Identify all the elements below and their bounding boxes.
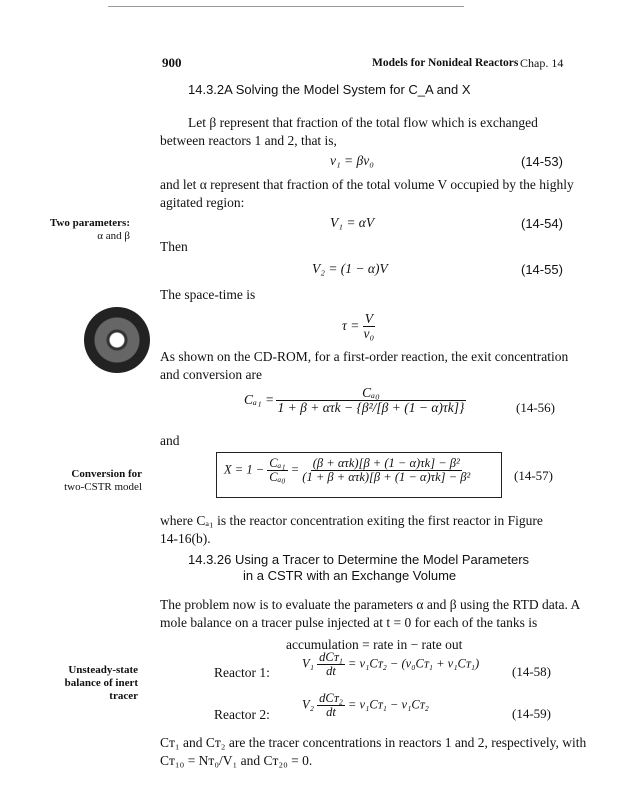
equation-number: (14-53) <box>521 154 563 169</box>
balance-statement: accumulation = rate in − rate out <box>286 637 463 652</box>
cd-rom-icon <box>84 307 150 373</box>
section-heading-cont: in a CSTR with an Exchange Volume <box>243 568 457 583</box>
fraction-denominator: 1 + β + ατk − {β²/[β + (1 − α)τk]} <box>277 400 465 416</box>
equation <box>224 457 470 484</box>
fraction-denominator: dt <box>326 664 336 679</box>
margin-note-line: Conversion for <box>71 468 142 480</box>
equation-lhs: V₂ <box>302 697 314 712</box>
equation-rhs: = v₁Cᴛ₂ − (v₀Cᴛ₁ + v₁Cᴛ₁) <box>347 656 480 671</box>
paragraph-line: Cᴛ₁₀ = Nᴛ₀/V₁ and Cᴛ₂₀ = 0. <box>160 753 313 768</box>
margin-note-line: α and β <box>97 230 130 242</box>
paragraph-line: Then <box>160 239 188 254</box>
fraction-numerator: V <box>364 311 373 326</box>
equation <box>342 312 375 341</box>
fraction-numerator: dCᴛ₁ <box>319 650 343 664</box>
equation-number: (14-55) <box>521 262 563 277</box>
section-heading: 14.3.2A Solving the Model System for C_A and X <box>188 82 471 97</box>
paragraph-line: 14-16(b). <box>160 531 211 546</box>
margin-note-line: Unsteady-state <box>68 664 138 676</box>
fraction-denominator: Cₐ₀ <box>269 470 286 485</box>
fraction-denominator: dt <box>326 705 336 720</box>
equation <box>302 692 429 719</box>
equation-rhs: = v₁Cᴛ₁ − v₁Cᴛ₂ <box>347 697 429 712</box>
fraction <box>302 457 470 484</box>
margin-note <box>20 468 142 494</box>
paragraph-line: mole balance on a tracer pulse injected at t = 0 for each of the tanks is <box>160 615 538 630</box>
paragraph-line: and conversion are <box>160 367 262 382</box>
fraction-numerator: Cₐ₁ <box>269 456 286 470</box>
equation-lhs: Cₐ₁ = <box>244 391 275 407</box>
equation-lhs: X = 1 − <box>224 462 265 477</box>
equation <box>244 386 464 415</box>
page-number: 900 <box>162 55 182 70</box>
running-title: Models for Nonideal Reactors <box>372 57 519 69</box>
equation: V₂ = (1 − α)V <box>312 261 388 276</box>
equation-number: (14-59) <box>512 706 551 721</box>
fraction <box>363 312 375 341</box>
equation-label: Reactor 2: <box>214 707 270 722</box>
equation-label: Reactor 1: <box>214 665 270 680</box>
equation-lhs: τ = <box>342 317 360 333</box>
equation-number: (14-54) <box>521 216 563 231</box>
equation-number: (14-56) <box>516 400 555 415</box>
equals-sign: = <box>290 462 300 477</box>
fraction <box>317 651 345 678</box>
fraction-numerator: dCᴛ₂ <box>319 691 343 705</box>
paragraph-line: As shown on the CD-ROM, for a first-order reaction, the exit concentration <box>160 349 569 364</box>
equation: V₁ = αV <box>330 215 375 230</box>
paragraph-line: The problem now is to evaluate the parameters α and β using the RTD data. A <box>160 597 581 612</box>
fraction <box>278 386 465 415</box>
paragraph-line: agitated region: <box>160 195 245 210</box>
equation-number: (14-58) <box>512 664 551 679</box>
paragraph-line: Cᴛ₁ and Cᴛ₂ are the tracer concentrations in reactors 1 and 2, respectively, with <box>160 735 587 750</box>
fraction <box>317 692 345 719</box>
fraction-numerator: (β + ατk)[β + (1 − α)τk] − β² <box>312 456 460 470</box>
paragraph-line: Let β represent that fraction of the total flow which is exchanged <box>188 115 538 130</box>
paragraph-line: The space-time is <box>160 287 256 302</box>
paragraph-line: where Cₐ₁ is the reactor concentration exiting the first reactor in Figure <box>160 513 543 528</box>
section-heading: 14.3.26 Using a Tracer to Determine the Model Parameters <box>188 552 530 567</box>
equation-lhs: V₁ <box>302 656 314 671</box>
margin-note <box>20 217 130 243</box>
fraction-denominator: (1 + β + ατk)[β + (1 − α)τk] − β² <box>302 470 471 485</box>
top-rule <box>108 6 464 7</box>
paragraph-line: and <box>160 433 180 448</box>
chapter-label: Chap. 14 <box>520 56 564 70</box>
margin-note-line: Two parameters: <box>49 217 130 229</box>
paragraph-line: and let α represent that fraction of the total volume V occupied by the highly <box>160 177 574 192</box>
equation: v₁ = βv₀ <box>330 153 374 168</box>
margin-note <box>20 664 138 703</box>
fraction-denominator: v₀ <box>363 326 375 342</box>
paragraph-line: between reactors 1 and 2, that is, <box>160 133 337 148</box>
equation-number: (14-57) <box>514 468 553 483</box>
margin-note-line: two-CSTR model <box>64 481 142 493</box>
margin-note-line: tracer <box>109 690 138 702</box>
fraction <box>267 457 287 484</box>
equation <box>302 651 479 678</box>
fraction-numerator: Cₐ₀ <box>276 386 467 401</box>
margin-note-line: balance of inert <box>64 677 138 689</box>
